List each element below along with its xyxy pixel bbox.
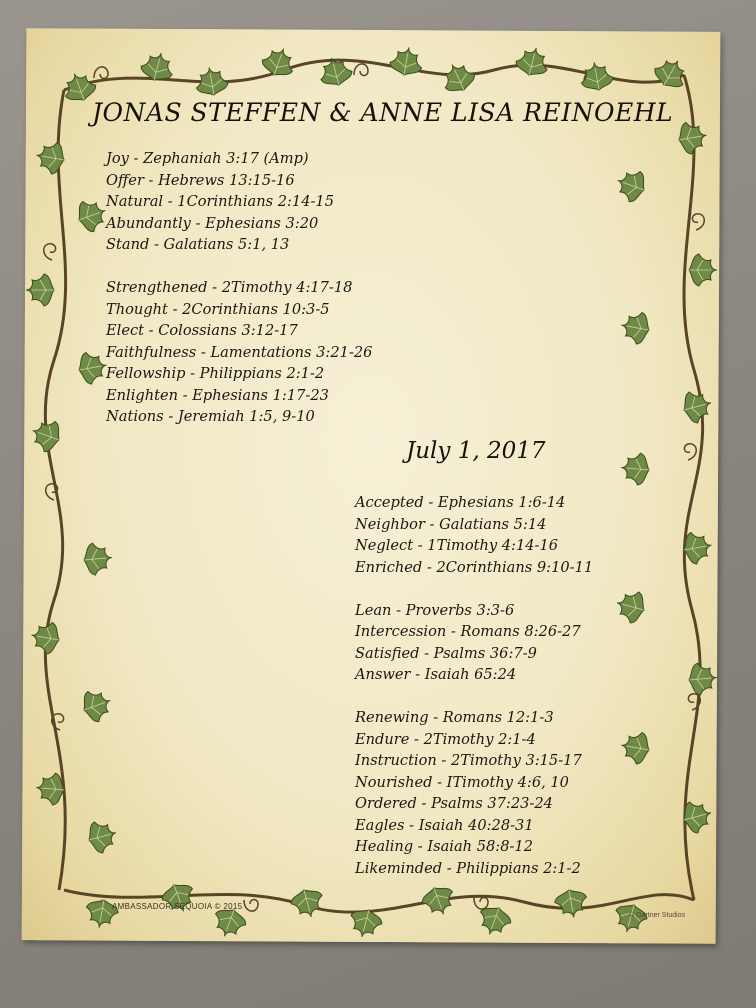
wedding-date: July 1, 2017 bbox=[406, 438, 546, 464]
ivy-leaves-top bbox=[59, 43, 691, 105]
list-item: Thought - 2Corinthians 10:3-5 bbox=[106, 300, 330, 318]
publisher-credit: © Gartner Studios bbox=[629, 912, 686, 919]
list-item: Likeminded - Philippians 2:1-2 bbox=[355, 859, 581, 877]
list-item: Stand - Galatians 5:1, 13 bbox=[106, 236, 290, 253]
list-item: Lean - Proverbs 3:3-6 bbox=[355, 601, 515, 619]
scripture-list-right bbox=[355, 492, 593, 879]
list-spacer bbox=[355, 686, 593, 708]
list-item: Nourished - ITimothy 4:6, 10 bbox=[355, 773, 569, 791]
list-spacer bbox=[355, 578, 593, 600]
vine-right bbox=[684, 75, 703, 900]
list-item: Offer - Hebrews 13:15-16 bbox=[106, 171, 295, 189]
list-item: Answer - Isaiah 65:24 bbox=[355, 666, 517, 683]
list-item: Joy - Zephaniah 3:17 (Amp) bbox=[106, 150, 309, 167]
list-item: Ordered - Psalms 37:23-24 bbox=[355, 795, 553, 812]
couple-names-title: JONAS STEFFEN & ANNE LISA REINOEHL bbox=[92, 98, 674, 127]
list-item: Elect - Colossians 3:12-17 bbox=[106, 322, 298, 339]
list-item: Endure - 2Timothy 2:1-4 bbox=[355, 730, 536, 748]
list-item: Accepted - Ephesians 1:6-14 bbox=[355, 494, 566, 511]
scripture-list-left bbox=[106, 148, 372, 428]
list-item: Enlighten - Ephesians 1:17-23 bbox=[106, 386, 329, 404]
list-item: Neglect - 1Timothy 4:14-16 bbox=[355, 537, 559, 554]
list-item: Eagles - Isaiah 40:28-31 bbox=[355, 816, 534, 834]
artist-credit: AMBASSADOR SEQUOIA © 2015 bbox=[112, 902, 243, 911]
list-item: Nations - Jeremiah 1:5, 9-10 bbox=[106, 408, 315, 425]
vine-left bbox=[45, 90, 65, 890]
list-item: Strengthened - 2Timothy 4:17-18 bbox=[106, 279, 353, 296]
list-item: Natural - 1Corinthians 2:14-15 bbox=[106, 193, 334, 210]
list-spacer bbox=[106, 256, 372, 278]
list-item: Satisfied - Psalms 36:7-9 bbox=[355, 644, 537, 662]
list-item: Faithfulness - Lamentations 3:21-26 bbox=[106, 343, 373, 361]
list-item: Intercession - Romans 8:26-27 bbox=[355, 623, 581, 640]
list-item: Neighbor - Galatians 5:14 bbox=[355, 515, 547, 533]
list-item: Fellowship - Philippians 2:1-2 bbox=[106, 365, 325, 382]
list-item: Enriched - 2Corinthians 9:10-11 bbox=[355, 558, 594, 576]
list-item: Instruction - 2Timothy 3:15-17 bbox=[355, 752, 582, 769]
list-item: Healing - Isaiah 58:8-12 bbox=[355, 838, 533, 855]
list-item: Renewing - Romans 12:1-3 bbox=[355, 709, 554, 726]
list-item: Abundantly - Ephesians 3:20 bbox=[106, 214, 319, 232]
